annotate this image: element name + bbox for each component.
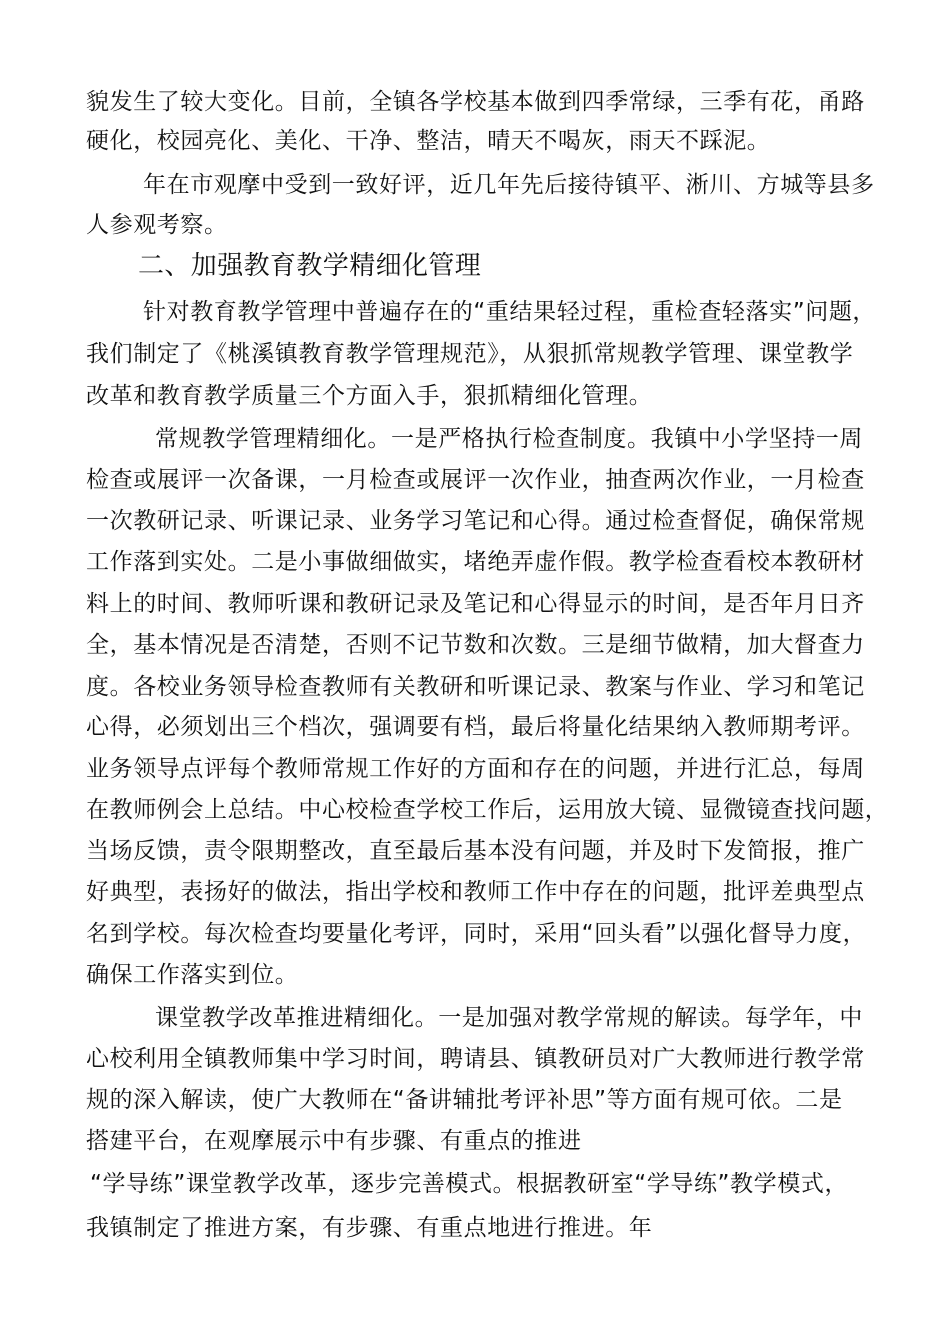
text-line: 年在市观摩中受到一致好评，近几年先后接待镇平、淅川、方城等县多 bbox=[143, 172, 875, 198]
text-line: 当场反馈，责令限期整改，直至最后基本没有问题，并及时下发简报，推广 bbox=[86, 838, 865, 864]
text-line: 针对教育教学管理中普遍存在的“重结果轻过程，重检查轻落实”问题， bbox=[143, 299, 877, 325]
text-line: 业务领导点评每个教师常规工作好的方面和存在的问题，并进行汇总，每周 bbox=[86, 756, 865, 782]
text-line: 在教师例会上总结。中心校检查学校工作后，运用放大镜、显微镜查找问题， bbox=[86, 797, 889, 823]
text-line: 检查或展评一次备课，一月检查或展评一次作业，抽查两次作业，一月检查 bbox=[86, 467, 865, 493]
text-line: 确保工作落实到位。 bbox=[86, 962, 299, 988]
text-line: 全，基本情况是否清楚，否则不记节数和次数。三是细节做精，加大督查力 bbox=[86, 632, 865, 658]
text-line: 改革和教育教学质量三个方面入手，狠抓精细化管理。 bbox=[86, 383, 653, 409]
text-line: 我们制定了《桃溪镇教育教学管理规范》，从狠抓常规教学管理、课堂教学 bbox=[86, 341, 854, 367]
text-line: 好典型，表扬好的做法，指出学校和教师工作中存在的问题，批评差典型点 bbox=[86, 879, 865, 905]
text-line: 心校利用全镇教师集中学习时间，聘请县、镇教研员对广大教师进行教学常 bbox=[86, 1046, 865, 1072]
text-line: 常规教学管理精细化。一是严格执行检查制度。我镇中小学坚持一周 bbox=[155, 426, 863, 452]
text-line: 度。各校业务领导检查教师有关教研和听课记录、教案与作业、学习和笔记 bbox=[86, 674, 865, 700]
text-line: 一次教研记录、听课记录、业务学习笔记和心得。通过检查督促，确保常规 bbox=[86, 508, 865, 534]
text-line: 心得，必须划出三个档次，强调要有档，最后将量化结果纳入教师期考评。 bbox=[86, 714, 865, 740]
text-line: 课堂教学改革推进精细化。一是加强对教学常规的解读。每学年，中 bbox=[155, 1005, 863, 1031]
text-line: 规的深入解读，使广大教师在“备讲辅批考评补思”等方面有规可依。二是 bbox=[86, 1087, 843, 1113]
text-line: 人参观考察。 bbox=[86, 212, 228, 238]
text-line: 我镇制定了推进方案，有步骤、有重点地进行推进。年 bbox=[86, 1215, 653, 1241]
text-line: 料上的时间、教师听课和教研记录及笔记和心得显示的时间，是否年月日齐 bbox=[86, 591, 865, 617]
text-line: 搭建平台，在观摩展示中有步骤、有重点的推进 bbox=[86, 1128, 582, 1154]
text-line: “学导练”课堂教学改革，逐步完善模式。根据教研室“学导练”教学模式， bbox=[90, 1171, 849, 1197]
text-line: 硬化，校园亮化、美化、干净、整洁，晴天不喝灰，雨天不踩泥。 bbox=[86, 128, 771, 154]
section-heading: 二、加强教育教学精细化管理 bbox=[138, 251, 482, 281]
text-line: 貌发生了较大变化。目前，全镇各学校基本做到四季常绿，三季有花，甬路 bbox=[86, 89, 865, 115]
text-line: 名到学校。每次检查均要量化考评，同时，采用“回头看”以强化督导力度， bbox=[86, 921, 867, 947]
text-line: 工作落到实处。二是小事做细做实，堵绝弄虚作假。教学检查看校本教研材 bbox=[86, 549, 865, 575]
